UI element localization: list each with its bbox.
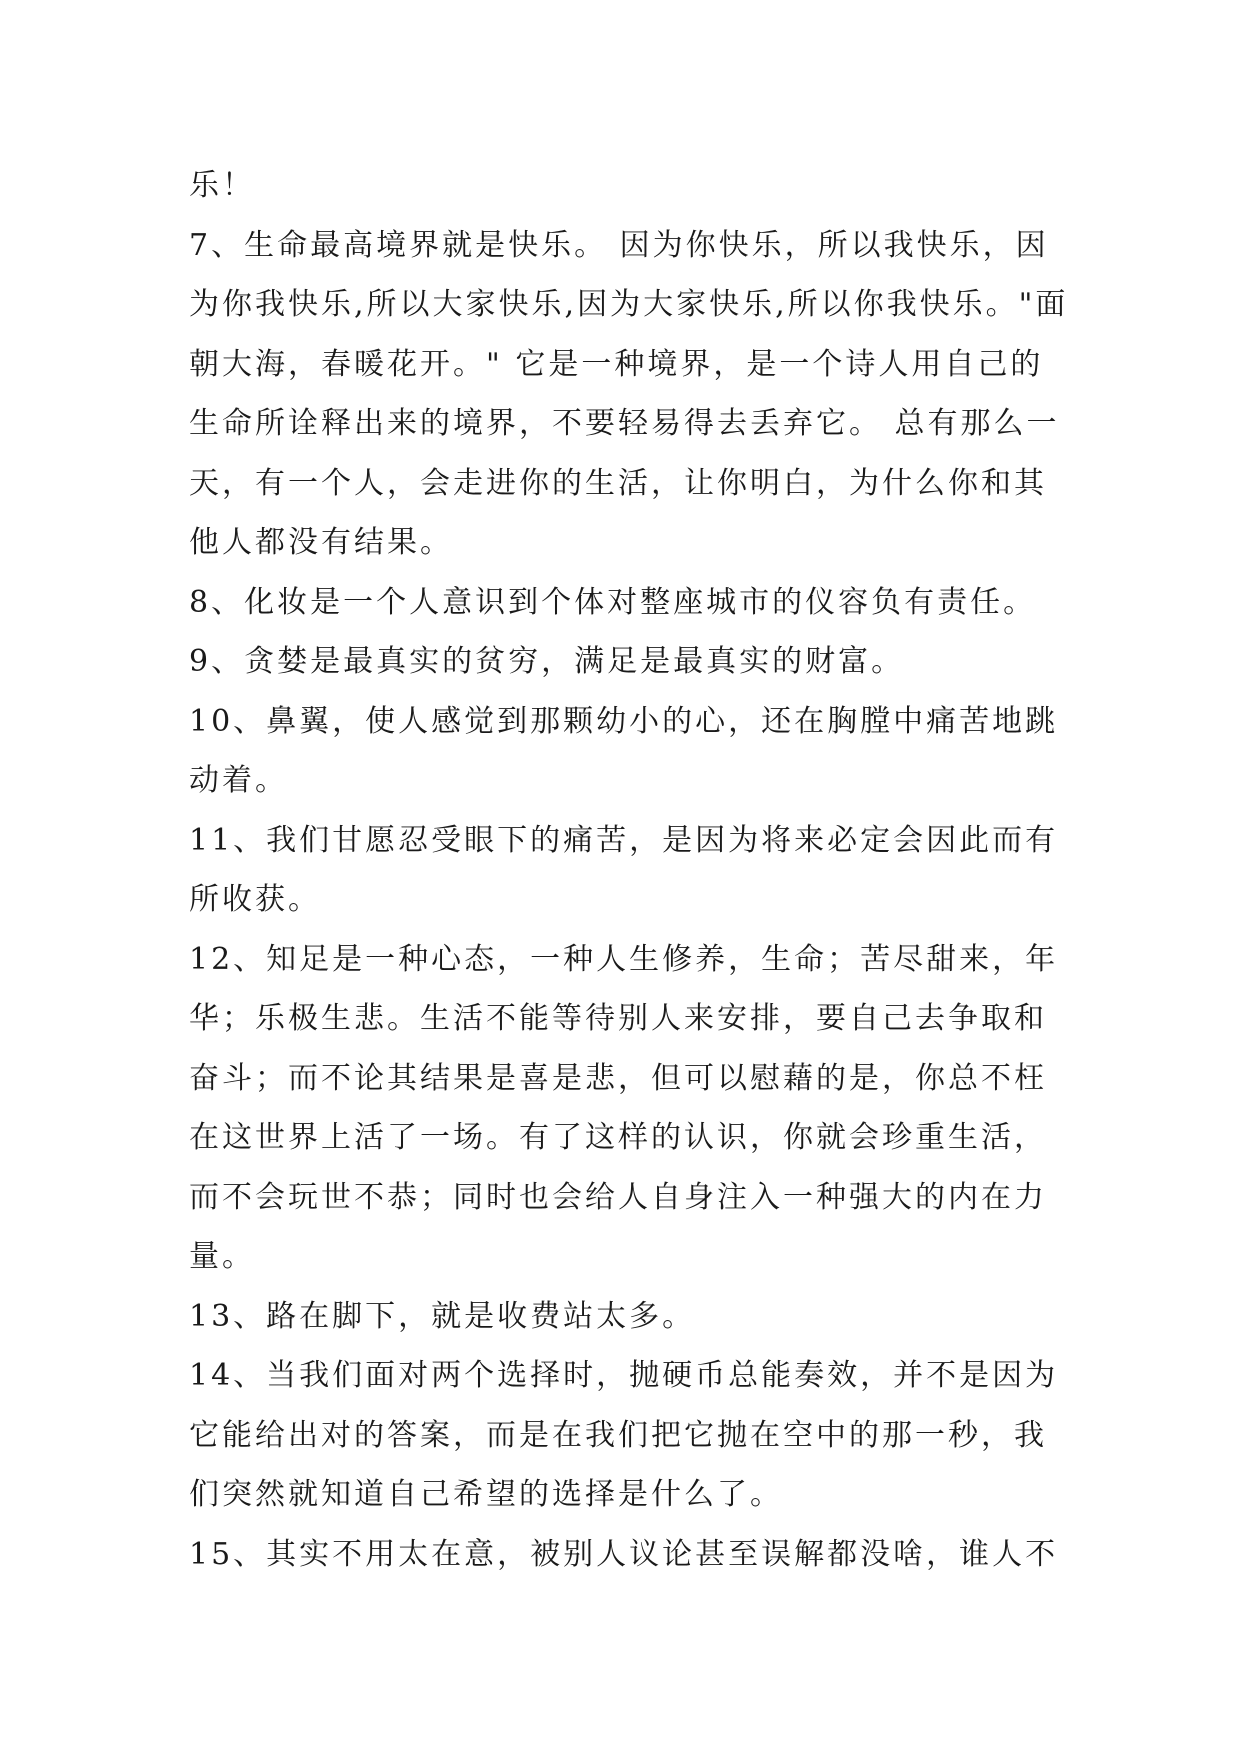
paragraph-item-9: 9、贪婪是最真实的贫穷，满足是最真实的财富。 [189,644,905,679]
paragraph-item-13: 13、路在脚下，就是收费站太多。 [189,1298,696,1334]
paragraph-item-7: 7、生命最高境界就是快乐。 因为你快乐，所以我快乐，因为你我快乐,所以大家快乐,因为大家快乐,所以你我快乐。"面朝大海，春暖花开。" 它是一种境界，是一个诗人用自己的生命所诠释出来的境界，不要轻易得去丢弃它。 总有那么一天，有一个人，会走进你的生活，让你明白，为什么你和其他人都没有结果。 [189,227,1069,560]
document-body [189,156,1069,1584]
paragraph-item-14: 14、当我们面对两个选择时，抛硬币总能奏效，并不是因为它能给出对的答案，而是在我们把它抛在空中的那一秒，我们突然就知道自己希望的选择是什么了。 [189,1358,1059,1512]
paragraph-item-12: 12、知足是一种心态，一种人生修养，生命；苦尽甜来，年华；乐极生悲。生活不能等待别人来安排，要自己去争取和奋斗；而不论其结果是喜是悲，但可以慰藉的是，你总不枉在这世界上活了一场。有了这样的认识，你就会珍重生活，而不会玩世不恭；同时也会给人自身注入一种强大的内在力量。 [189,941,1059,1274]
paragraph-continuation: 乐！ [189,168,255,203]
paragraph-item-8: 8、化妆是一个人意识到个体对整座城市的仪容负有责任。 [189,584,1037,620]
paragraph-item-10: 10、鼻翼，使人感觉到那颗幼小的心，还在胸膛中痛苦地跳动着。 [189,703,1059,798]
paragraph-item-11: 11、我们甘愿忍受眼下的痛苦，是因为将来必定会因此而有所收获。 [189,822,1059,917]
paragraph-item-15: 15、其实不用太在意，被别人议论甚至误解都没啥，谁人不 [189,1536,1059,1572]
